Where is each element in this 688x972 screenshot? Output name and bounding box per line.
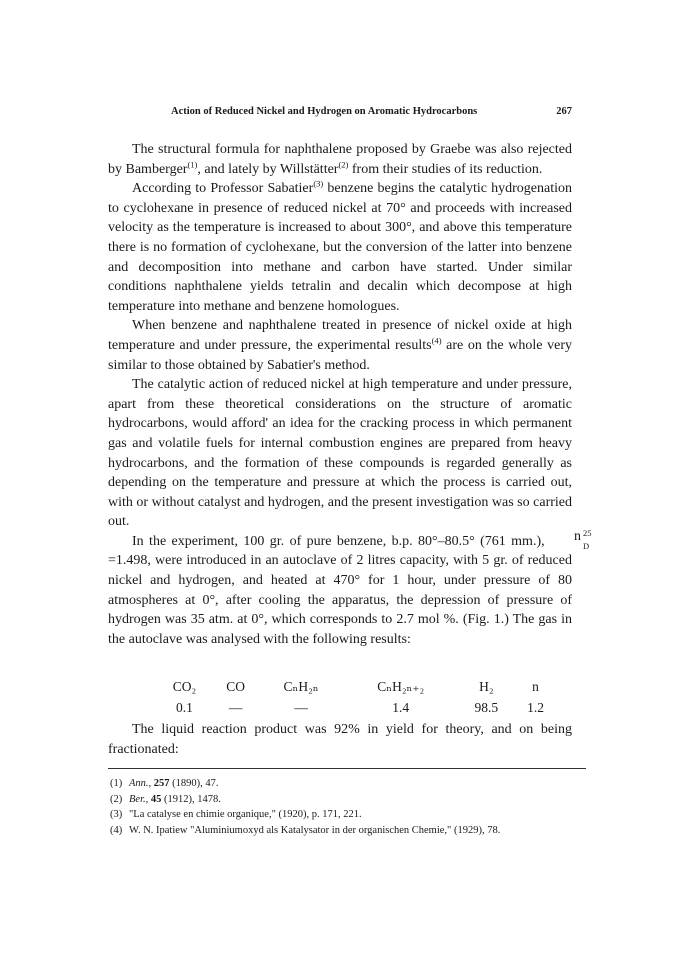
table-cell: 98.5 xyxy=(474,699,499,715)
table-row xyxy=(156,697,556,718)
footnote-1: (1) Ann., 257 (1890), 47. xyxy=(110,778,219,789)
footnote-ref-4: (4) xyxy=(431,335,442,346)
table-header-cell: CₙH₂ₙ₊₂ xyxy=(377,678,425,694)
paragraph-5: In the experiment, 100 gr. of pure benzene, b.p. 80°–80.5° (761 mm.), n 25 D =1.498, were introduced in an autoclave of 2 litres capacity, with 5 gr. of reduced nickel and hydrogen, and heated at 470° for 1 hour, under pressure of 80 atmospheres at 0°, after cooling the apparatus, the depression of pressure of hydrogen was 35 atm. at 0°, which corresponds to 2.7 mol %. (Fig. 1.) The gas in the autoclave was analysed with the following results: xyxy=(108,527,592,647)
table-header-cell: n xyxy=(532,678,539,694)
table-header-cell: CₙH₂ₙ xyxy=(283,678,319,694)
table-cell: 1.4 xyxy=(392,699,410,715)
footnote-divider xyxy=(108,768,586,769)
post-table-text xyxy=(108,720,572,759)
page-number: 267 xyxy=(556,106,572,117)
body-text xyxy=(108,140,592,649)
paragraph-4: The catalytic action of reduced nickel at high temperature and under pressure, apart from these theoretical considerations on the structure of aromatic hydrocarbons, would afford' an idea for the cracking process in which permanent gas and volatile fuels for internal combustion engines are prepared from heavy hydrocarbons, and the formation of these compounds is regarded generally as depending on the temperature and pressure at which the process is carried out, with or without catalyst and hydrogen, and the present investigation was so carried out. xyxy=(108,377,572,530)
paragraph-2: According to Professor Sabatier$^{(3)}$ benzene begins the catalytic hydrogenation to cyclohexane in presence of reduced nickel at 70° and proceeds with increased velocity as the temperature is increased to about 300°, and above this temperature there is no formation of cyclohexane, but the conversion of the latter into benzene and decomposition into methane and carbon have started. Under similar conditions naphthalene yields tetralin and decalin which decompose at high temperature into methane and benzene homologues. xyxy=(108,178,572,314)
running-title: Action of Reduced Nickel and Hydrogen on Aromatic Hydrocarbons xyxy=(171,106,478,117)
footnote-3: (3) "La catalyse en chimie organique," (1920), p. 171, 221. xyxy=(110,809,362,820)
footnotes xyxy=(110,776,590,838)
table-cell: 1.2 xyxy=(527,699,544,715)
footnote-2: (2) Ber., 45 (1912), 1478. xyxy=(110,793,221,805)
footnote-4: (4) W. N. Ipatiew "Aluminiumoxyd als Katalysator in der organischen Chemie," (1929), 78. xyxy=(110,824,501,836)
table-header-cell: CO xyxy=(226,678,246,694)
paragraph-6: The liquid reaction product was 92% in yield for theory, and on being fractionated: xyxy=(108,722,572,757)
table-header-row xyxy=(156,676,556,697)
paragraph-1: The structural formula for naphthalene proposed by Graebe was also rejected by Bamberger$^{(1)}$, and lately by Willstätter$^{(2)}$ from their studies of its reduction. xyxy=(108,142,572,177)
table-cell: — xyxy=(294,699,308,715)
gas-analysis-table xyxy=(156,676,556,718)
table-header-cell: H₂ xyxy=(479,678,494,694)
footnote-ref-2: (2) xyxy=(338,158,349,169)
footnote-ref-3: (3) xyxy=(313,178,324,189)
paragraph-3: When benzene and naphthalene treated in presence of nickel oxide at high temperature and under pressure, the experimental results$^{(4)}$ are on the whole very similar to those obtained by Sabatier's method. xyxy=(108,318,572,373)
table-cell: — xyxy=(228,699,243,715)
footnote-ref-1: (1) xyxy=(187,158,198,169)
refractive-index-symbol: n 25 D xyxy=(574,527,592,551)
table-header-cell: CO₂ xyxy=(172,678,197,694)
table-cell: 0.1 xyxy=(176,699,193,715)
